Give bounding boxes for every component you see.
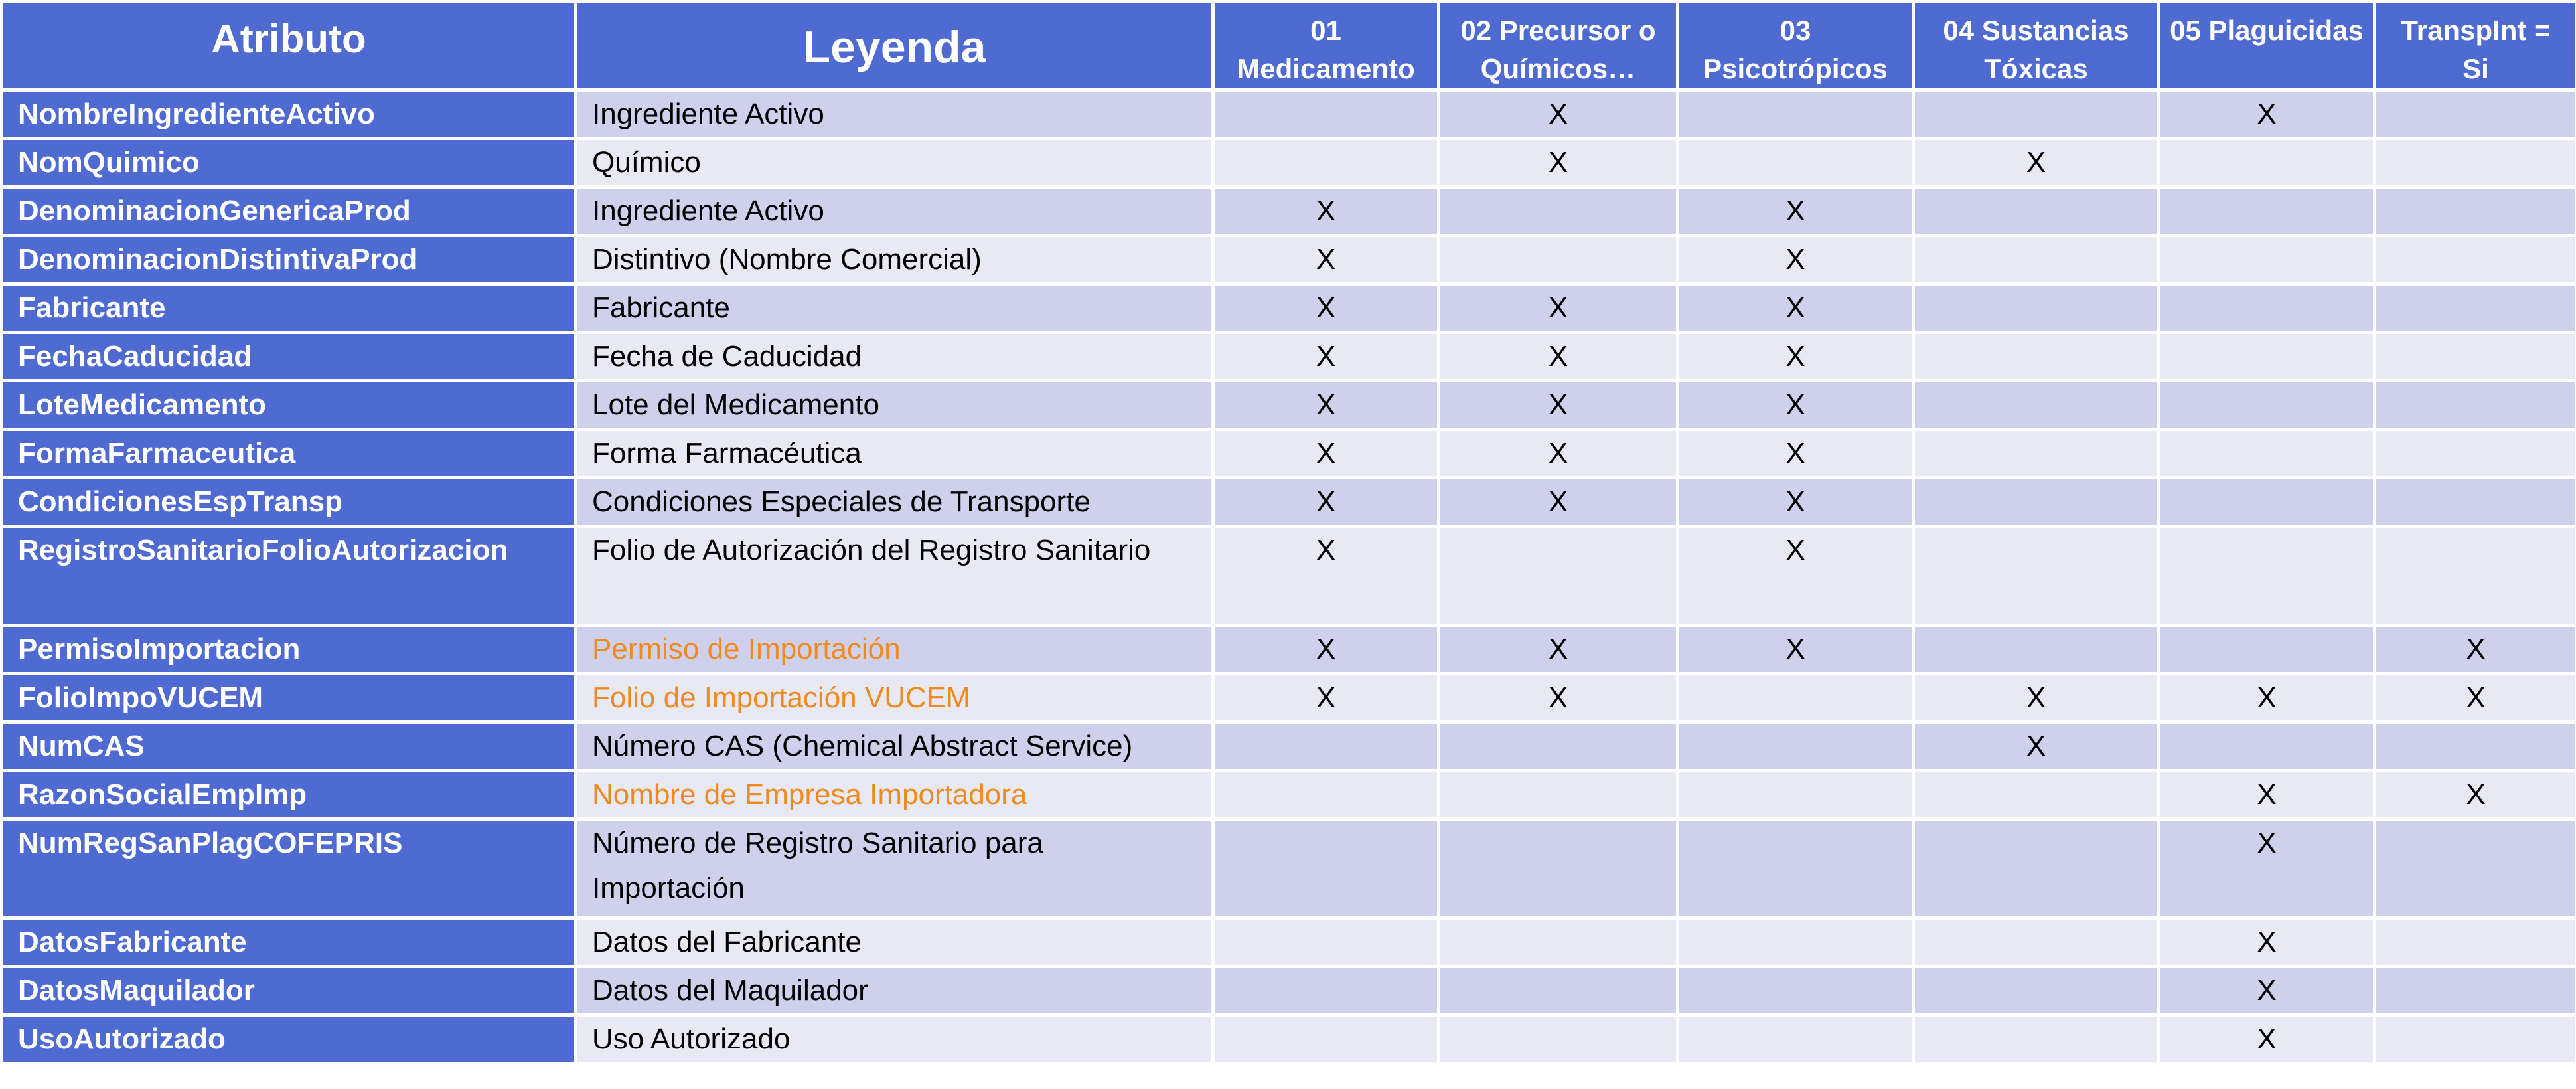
table-body	[3, 92, 2575, 1062]
mark-cell: X	[2160, 821, 2373, 916]
legend-cell: Lote del Medicamento	[577, 382, 1211, 428]
mark-cell	[1915, 920, 2157, 965]
mark-cell	[1679, 772, 1912, 817]
legend-cell: Permiso de Importación	[577, 627, 1211, 672]
mark-cell	[1679, 920, 1912, 965]
table-row	[3, 431, 2575, 476]
mark-cell: X	[1215, 286, 1437, 331]
mark-cell: X	[1440, 140, 1676, 185]
mark-cell	[1679, 724, 1912, 769]
mark-cell	[1915, 528, 2157, 624]
mark-cell: X	[1679, 528, 1912, 624]
mark-cell	[1915, 382, 2157, 428]
mark-cell: X	[1679, 237, 1912, 282]
mark-cell	[2376, 821, 2575, 916]
mark-cell: X	[1915, 724, 2157, 769]
mark-cell: X	[1679, 334, 1912, 379]
mark-cell	[2160, 431, 2373, 476]
mark-cell: X	[2160, 968, 2373, 1013]
mark-cell	[1440, 528, 1676, 624]
mark-cell	[2160, 140, 2373, 185]
mark-cell	[1215, 968, 1437, 1013]
mark-cell	[2376, 334, 2575, 379]
table-row	[3, 237, 2575, 282]
attribute-cell: RegistroSanitarioFolioAutorizacion	[3, 528, 574, 624]
mark-cell	[1915, 286, 2157, 331]
attribute-cell: FolioImpoVUCEM	[3, 675, 574, 720]
mark-cell	[1679, 92, 1912, 137]
mark-cell	[1679, 140, 1912, 185]
table-row	[3, 479, 2575, 525]
attribute-cell: CondicionesEspTransp	[3, 479, 574, 525]
mark-cell: X	[1440, 479, 1676, 525]
mark-cell: X	[1679, 382, 1912, 428]
attribute-cell: LoteMedicamento	[3, 382, 574, 428]
mark-cell: X	[1215, 431, 1437, 476]
mark-cell: X	[2376, 675, 2575, 720]
mark-cell	[1440, 772, 1676, 817]
mark-cell	[2376, 528, 2575, 624]
legend-cell: Datos del Fabricante	[577, 920, 1211, 965]
mark-cell	[1440, 237, 1676, 282]
attribute-cell: FechaCaducidad	[3, 334, 574, 379]
legend-cell: Distintivo (Nombre Comercial)	[577, 237, 1211, 282]
mark-cell	[2160, 286, 2373, 331]
table-row	[3, 675, 2575, 720]
header-col-medicamento: 01 Medicamento	[1215, 3, 1437, 88]
attribute-cell: RazonSocialEmpImp	[3, 772, 574, 817]
mark-cell: X	[1215, 528, 1437, 624]
mark-cell	[1215, 920, 1437, 965]
mark-cell	[1215, 724, 1437, 769]
mark-cell	[2160, 382, 2373, 428]
mark-cell: X	[1679, 479, 1912, 525]
table-row	[3, 140, 2575, 185]
mark-cell	[1679, 1017, 1912, 1062]
header-atributo: Atributo	[3, 3, 574, 88]
attribute-cell: DatosFabricante	[3, 920, 574, 965]
mark-cell: X	[1440, 286, 1676, 331]
attribute-cell: FormaFarmaceutica	[3, 431, 574, 476]
mark-cell	[2160, 724, 2373, 769]
table-row	[3, 627, 2575, 672]
mark-cell: X	[1215, 627, 1437, 672]
mark-cell: X	[1440, 382, 1676, 428]
legend-cell: Condiciones Especiales de Transporte	[577, 479, 1211, 525]
legend-cell: Datos del Maquilador	[577, 968, 1211, 1013]
attribute-cell: NumCAS	[3, 724, 574, 769]
mark-cell: X	[1215, 675, 1437, 720]
table-row	[3, 772, 2575, 817]
mark-cell	[2376, 92, 2575, 137]
attribute-cell: PermisoImportacion	[3, 627, 574, 672]
table-row	[3, 528, 2575, 624]
header-row	[3, 3, 2575, 88]
mark-cell	[2160, 528, 2373, 624]
mark-cell	[2160, 237, 2373, 282]
mark-cell	[1215, 92, 1437, 137]
attribute-cell: NombreIngredienteActivo	[3, 92, 574, 137]
mark-cell	[1915, 92, 2157, 137]
legend-cell: Número de Registro Sanitario para Importación	[577, 821, 1211, 916]
header-col-precursor: 02 Precursor o Químicos…	[1440, 3, 1676, 88]
header-col-plaguicidas: 05 Plaguicidas	[2160, 3, 2373, 88]
mark-cell	[1915, 1017, 2157, 1062]
attribute-cell: DatosMaquilador	[3, 968, 574, 1013]
legend-cell: Ingrediente Activo	[577, 92, 1211, 137]
legend-cell: Forma Farmacéutica	[577, 431, 1211, 476]
mark-cell	[1679, 821, 1912, 916]
mark-cell	[1440, 1017, 1676, 1062]
mark-cell	[2160, 479, 2373, 525]
mark-cell	[1440, 724, 1676, 769]
mark-cell	[1215, 821, 1437, 916]
mark-cell	[1915, 431, 2157, 476]
mark-cell	[1679, 968, 1912, 1013]
mark-cell: X	[2376, 772, 2575, 817]
mark-cell: X	[1915, 675, 2157, 720]
mark-cell	[2376, 968, 2575, 1013]
attribute-cell: Fabricante	[3, 286, 574, 331]
table-row	[3, 724, 2575, 769]
legend-cell: Químico	[577, 140, 1211, 185]
mark-cell	[2160, 627, 2373, 672]
mark-cell	[2376, 382, 2575, 428]
attribute-cell: UsoAutorizado	[3, 1017, 574, 1062]
mark-cell: X	[1679, 431, 1912, 476]
mark-cell: X	[2160, 675, 2373, 720]
table-row	[3, 920, 2575, 965]
mark-cell: X	[2160, 92, 2373, 137]
mark-cell: X	[1440, 627, 1676, 672]
table-row	[3, 821, 2575, 916]
mark-cell	[2376, 1017, 2575, 1062]
mark-cell	[1440, 821, 1676, 916]
mark-cell: X	[2376, 627, 2575, 672]
mark-cell: X	[1679, 286, 1912, 331]
table-row	[3, 92, 2575, 137]
mark-cell: X	[1440, 334, 1676, 379]
mark-cell	[2376, 479, 2575, 525]
mark-cell: X	[1440, 92, 1676, 137]
mark-cell	[2376, 189, 2575, 234]
mark-cell	[2160, 334, 2373, 379]
table-row	[3, 1017, 2575, 1062]
attribute-cell: NumRegSanPlagCOFEPRIS	[3, 821, 574, 916]
attribute-cell: DenominacionDistintivaProd	[3, 237, 574, 282]
attribute-cell: DenominacionGenericaProd	[3, 189, 574, 234]
table-row	[3, 968, 2575, 1013]
mark-cell: X	[1440, 431, 1676, 476]
mark-cell	[1915, 968, 2157, 1013]
mark-cell: X	[1215, 479, 1437, 525]
mark-cell: X	[1440, 675, 1676, 720]
mark-cell	[1215, 772, 1437, 817]
legend-cell: Folio de Importación VUCEM	[577, 675, 1211, 720]
mark-cell	[2376, 237, 2575, 282]
mark-cell	[1440, 968, 1676, 1013]
mark-cell	[1915, 627, 2157, 672]
mark-cell	[1915, 821, 2157, 916]
mark-cell	[2376, 286, 2575, 331]
mark-cell	[2376, 724, 2575, 769]
mark-cell	[1915, 334, 2157, 379]
mark-cell: X	[1215, 382, 1437, 428]
mark-cell	[2376, 920, 2575, 965]
mark-cell	[1440, 920, 1676, 965]
table-row	[3, 334, 2575, 379]
mark-cell: X	[1215, 189, 1437, 234]
legend-cell: Fecha de Caducidad	[577, 334, 1211, 379]
mark-cell	[1215, 1017, 1437, 1062]
attribute-cell: NomQuimico	[3, 140, 574, 185]
header-leyenda: Leyenda	[577, 3, 1211, 88]
table-row	[3, 382, 2575, 428]
header-col-transpint: TranspInt = Si	[2376, 3, 2575, 88]
mark-cell	[1915, 772, 2157, 817]
legend-cell: Fabricante	[577, 286, 1211, 331]
mark-cell	[1679, 675, 1912, 720]
mark-cell	[1915, 479, 2157, 525]
header-col-psicotropicos: 03 Psicotrópicos	[1679, 3, 1912, 88]
mark-cell	[2376, 140, 2575, 185]
mark-cell	[1915, 189, 2157, 234]
legend-cell: Ingrediente Activo	[577, 189, 1211, 234]
mark-cell	[1215, 140, 1437, 185]
legend-cell: Nombre de Empresa Importadora	[577, 772, 1211, 817]
mark-cell: X	[2160, 772, 2373, 817]
mark-cell: X	[2160, 920, 2373, 965]
legend-cell: Folio de Autorización del Registro Sanitario	[577, 528, 1211, 624]
table-row	[3, 189, 2575, 234]
mark-cell	[2376, 431, 2575, 476]
table-row	[3, 286, 2575, 331]
legend-cell: Uso Autorizado	[577, 1017, 1211, 1062]
mark-cell	[2160, 189, 2373, 234]
mark-cell: X	[1215, 237, 1437, 282]
mark-cell: X	[1215, 334, 1437, 379]
mark-cell: X	[1915, 140, 2157, 185]
mark-cell: X	[2160, 1017, 2373, 1062]
mark-cell: X	[1679, 627, 1912, 672]
mark-cell	[1440, 189, 1676, 234]
mark-cell: X	[1679, 189, 1912, 234]
legend-cell: Número CAS (Chemical Abstract Service)	[577, 724, 1211, 769]
header-col-sustancias-toxicas: 04 Sustancias Tóxicas	[1915, 3, 2157, 88]
mark-cell	[1915, 237, 2157, 282]
